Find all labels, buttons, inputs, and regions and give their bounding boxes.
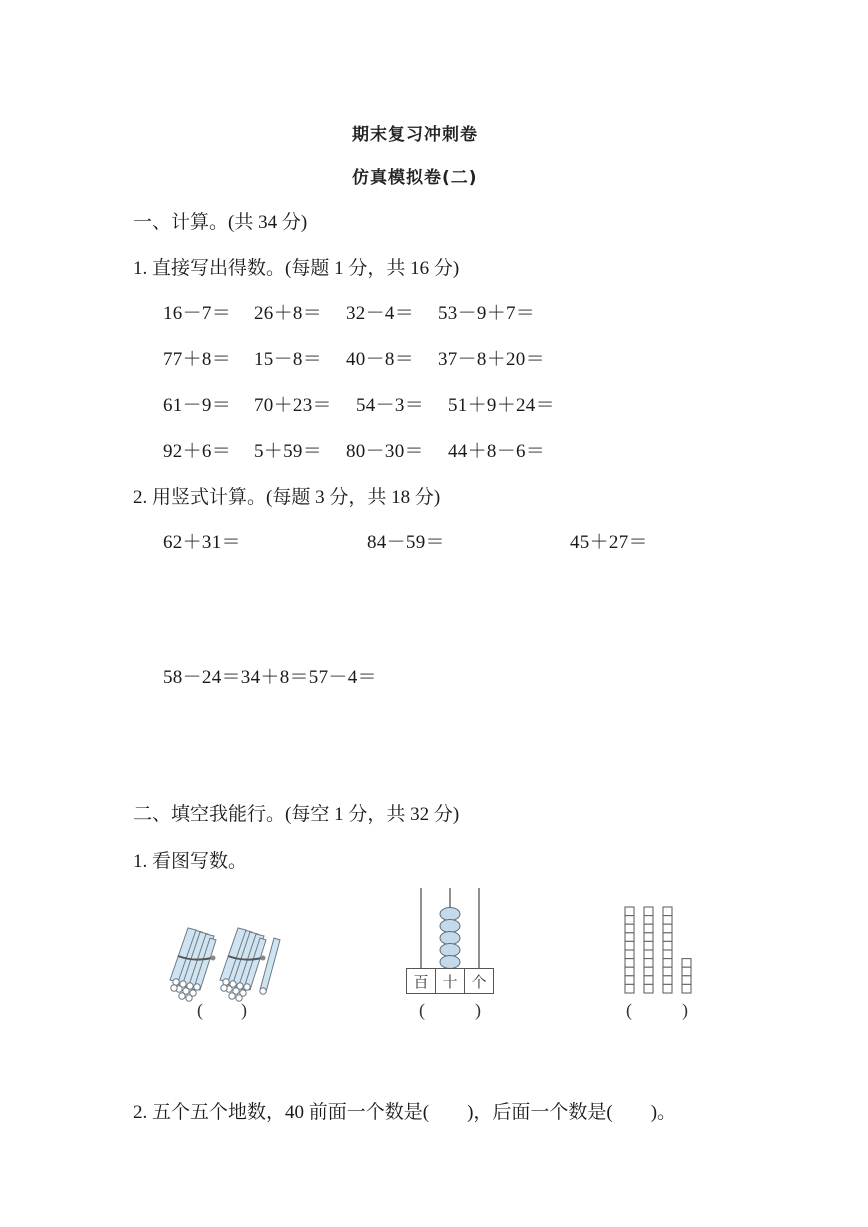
- section2-q1-label: 1. 看图写数。: [133, 851, 248, 872]
- ones-label: 个: [471, 972, 487, 991]
- stick-bundles-figure: [160, 920, 290, 1005]
- vertical-calc-equation: 62＋31＝: [163, 532, 241, 553]
- equation: 16－7＝: [163, 303, 232, 324]
- cube-columns-figure: [624, 906, 694, 998]
- section1-q2-label: 2. 用竖式计算。(每题 3 分，共 18 分): [133, 487, 441, 508]
- answer-paren-open: (: [419, 1000, 425, 1020]
- section1-heading: 一、计算。(共 34 分): [133, 212, 308, 233]
- cube-columns-icon: [624, 906, 694, 998]
- vertical-calc-equation: 45＋27＝: [570, 532, 648, 553]
- hundreds-label: 百: [407, 969, 436, 993]
- section2-heading: 二、填空我能行。(每空 1 分，共 32 分): [133, 804, 460, 825]
- equation: 26＋8＝: [254, 303, 323, 324]
- equation: 61－9＝: [163, 395, 232, 416]
- equation: 92＋6＝: [163, 441, 232, 462]
- page-title: 期末复习冲刺卷: [352, 125, 478, 145]
- equation: 54－3＝: [356, 395, 425, 416]
- answer-paren-close: ): [475, 1000, 481, 1020]
- stick-bundles-icon: [160, 920, 290, 1005]
- vertical-calc-equation-row2: 58－24＝34＋8＝57－4＝: [163, 667, 377, 688]
- page-subtitle: 仿真模拟卷(二): [352, 168, 478, 188]
- tens-label: 十: [436, 969, 465, 993]
- answer-paren-close: ): [682, 1000, 688, 1020]
- equation: 80－30＝: [346, 441, 424, 462]
- vertical-calc-equation: 84－59＝: [367, 532, 445, 553]
- abacus-figure: [404, 888, 494, 996]
- section2-q2-label: 2. 五个五个地数，40 前面一个数是( )，后面一个数是( )。: [133, 1102, 677, 1123]
- answer-paren-open: (: [626, 1000, 632, 1020]
- abacus-rods-icon: [404, 888, 494, 968]
- place-value-labels: [406, 968, 494, 994]
- equation: 40－8＝: [346, 349, 415, 370]
- equation: 44＋8－6＝: [448, 441, 546, 462]
- equation: 37－8＋20＝: [438, 349, 545, 370]
- section1-q1-label: 1. 直接写出得数。(每题 1 分，共 16 分): [133, 258, 460, 279]
- equation: 32－4＝: [346, 303, 415, 324]
- equation: 5＋59＝: [254, 441, 323, 462]
- equation: 53－9＋7＝: [438, 303, 536, 324]
- equation: 70＋23＝: [254, 395, 332, 416]
- answer-paren-close: ): [241, 1000, 247, 1020]
- answer-paren-open: (: [197, 1000, 203, 1020]
- equation: 77＋8＝: [163, 349, 232, 370]
- equation: 51＋9＋24＝: [448, 395, 555, 416]
- equation: 15－8＝: [254, 349, 323, 370]
